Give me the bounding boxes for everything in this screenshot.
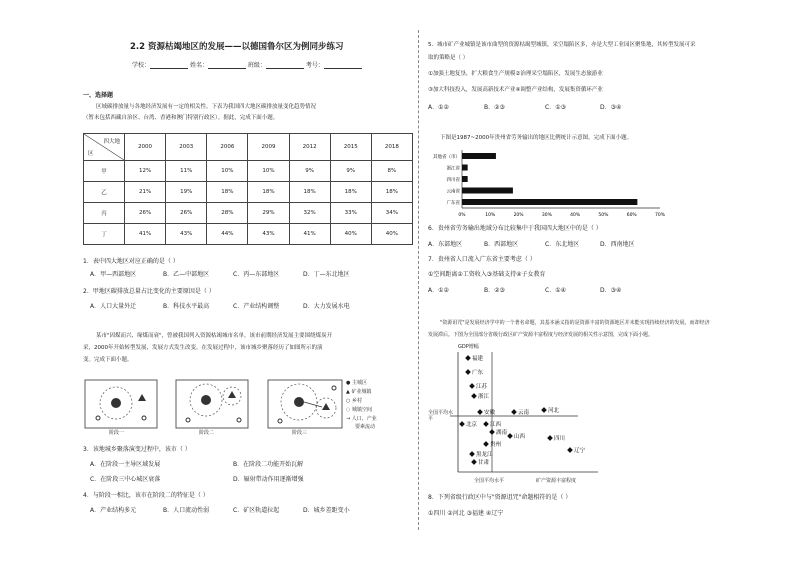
scatter-point: [483, 441, 489, 447]
emission-table: [83, 133, 413, 245]
settlement-diagram: [84, 378, 344, 444]
scatter-point-label: 黑龙江: [476, 452, 493, 458]
region-cell: 乙: [84, 182, 125, 203]
value-cell: 19%: [166, 182, 207, 203]
q4-option-c[interactable]: C．矿区轨道拉起: [233, 507, 280, 514]
q1-option-b[interactable]: B．乙—中部地区: [163, 271, 210, 278]
value-cell: 41%: [125, 224, 166, 245]
value-cell: 44%: [207, 224, 248, 245]
column-divider: [418, 30, 419, 530]
legend-flow: → 人口、产业: [346, 416, 377, 422]
stage-3-mining-town: [322, 403, 330, 410]
resource-curse-chart: [428, 344, 628, 496]
q6-option-a[interactable]: A．东部地区: [428, 241, 463, 248]
q5-option-a[interactable]: A．①②: [428, 104, 449, 111]
section-title: 一、选择题: [83, 92, 114, 99]
scatter-point-label: 福建: [472, 356, 484, 362]
intro-3-line2: 发展滞后。下图为全国部分省级行政区矿产资源丰富程度与经济发展的相关性示意图，完成下面小题。: [428, 332, 654, 338]
bar-category-label: 浙江省: [446, 166, 460, 172]
school-field[interactable]: [150, 61, 188, 69]
q3-stem: 3．该地城乡聚落演变过程中，该市（ ）: [83, 446, 191, 453]
legend-flow-2: 要素流动: [355, 424, 376, 430]
stage-3-village: [332, 386, 336, 390]
value-cell: 10%: [207, 161, 248, 182]
scatter-point-label: 浙江: [478, 394, 490, 400]
bar-mark: [462, 165, 468, 171]
q1-option-a[interactable]: A．甲—西部地区: [90, 271, 137, 278]
value-cell: 34%: [371, 203, 412, 224]
q1-stem: 1．表中四大地区对应正确的是（ ）: [83, 258, 179, 265]
bar-mark: [462, 188, 513, 194]
scatter-point: [547, 435, 553, 441]
scatter-point-label: 甘肃: [478, 460, 490, 466]
scatter-point-label: 江苏: [476, 384, 488, 390]
q4-option-d[interactable]: D．城乡差距变小: [303, 507, 350, 514]
value-cell: 18%: [371, 182, 412, 203]
q2-option-a[interactable]: A．人口大量外迁: [90, 303, 137, 310]
scatter-point: [459, 421, 465, 427]
legend-village: ○ 乡村: [346, 398, 362, 404]
year-header: 2009: [248, 134, 289, 161]
value-cell: 43%: [166, 224, 207, 245]
scatter-point-label: 云南: [518, 410, 530, 416]
q5-stem-line2: 取的策略是（ ）: [428, 55, 469, 61]
scatter-point: [567, 447, 573, 453]
q1-option-c[interactable]: C．丙—东部地区: [233, 271, 280, 278]
stage-3-main-city: [294, 397, 304, 407]
q7-stem: 7．贵州省人口流入广东省主要考虑（ ）: [428, 256, 536, 263]
year-header: 2012: [289, 134, 330, 161]
intro-2-line3: 变。完成下面小题。: [83, 357, 133, 363]
corner-bottom: 区: [88, 151, 94, 157]
stage-1-main-city: [111, 398, 121, 408]
corner-diagonal: [84, 134, 124, 160]
value-cell: 12%: [125, 161, 166, 182]
page-title: 2.2 资源枯竭地区的发展——以德国鲁尔区为例同步练习: [130, 42, 344, 52]
bar-x-tick-label: 20%: [513, 213, 524, 218]
bar-x-tick-label: 10%: [485, 213, 496, 218]
scatter-point: [465, 369, 471, 375]
table-corner: [84, 134, 125, 161]
value-cell: 9%: [330, 161, 371, 182]
bar-x-tick-label: 40%: [570, 213, 581, 218]
q5-option-c[interactable]: C．①③: [545, 104, 566, 111]
stage-2-village: [237, 418, 241, 422]
value-cell: 8%: [371, 161, 412, 182]
bar-category-label: 广东省: [446, 201, 460, 206]
q7-option-c[interactable]: C．①④: [545, 287, 566, 294]
labor-export-chart: [422, 148, 672, 224]
q2-option-c[interactable]: C．产业结构调整: [233, 303, 280, 310]
value-cell: 41%: [289, 224, 330, 245]
value-cell: 18%: [207, 182, 248, 203]
stage-2-main-city: [201, 395, 211, 405]
year-header: 2018: [371, 134, 412, 161]
scatter-point: [469, 451, 475, 457]
bar-mark: [462, 153, 496, 159]
q6-option-c[interactable]: C．东北地区: [545, 241, 580, 248]
value-cell: 40%: [330, 224, 371, 245]
value-cell: 18%: [330, 182, 371, 203]
bar-mark: [462, 176, 468, 182]
stage-1-village: [142, 416, 146, 420]
value-cell: 32%: [289, 203, 330, 224]
q2-option-b[interactable]: B．科技水平最高: [163, 303, 210, 310]
legend-main-city: ● 主城区: [346, 380, 367, 386]
table-row: [84, 224, 413, 245]
scatter-point-label: 贵州: [490, 442, 502, 448]
q5-stem-line1: 5．城市矿产业城镇是该市曲型的资源枯竭型城镇，采空塌陷区多，亦是大型工业园区聚集地，其转型发展可采: [428, 42, 696, 48]
stage-3-label: 阶段三: [292, 430, 308, 436]
value-cell: 40%: [371, 224, 412, 245]
intro-2-line1: 某市"因煤而兴、缘煤而衰"，曾被我国列入资源枯竭城市名单。该市前期经济发展主要围绕煤炭开: [96, 333, 333, 339]
q8-options: ①四川 ②河北 ③福建 ④辽宁: [428, 510, 504, 517]
q4-option-b[interactable]: B．人口流动性弱: [163, 507, 210, 514]
q6-option-b[interactable]: B．西部地区: [484, 241, 519, 248]
value-cell: 43%: [248, 224, 289, 245]
q3-option-a[interactable]: A．在阶段一主导区域发展: [90, 461, 161, 468]
stage-2-label: 阶段二: [199, 430, 215, 436]
value-cell: 11%: [166, 161, 207, 182]
scatter-point: [469, 383, 475, 389]
value-cell: 18%: [248, 182, 289, 203]
intro-1-line2: （暂未包括西藏自治区、台湾、香港和澳门特别行政区）。据此，完成下面小题。: [83, 115, 279, 121]
scatter-avg-y-label: 全国平均水平: [428, 410, 454, 422]
scatter-point: [471, 459, 477, 465]
scatter-point-label: 江西: [490, 422, 502, 428]
bar-x-tick-label: 60%: [626, 213, 637, 218]
q5-option-d[interactable]: D．③④: [600, 104, 622, 111]
corner-top: 四大地: [103, 139, 120, 145]
class-label: 班级：: [247, 61, 266, 69]
q7-option-a[interactable]: A．①②: [428, 287, 449, 294]
q4-option-a[interactable]: A．产业结构多元: [90, 507, 137, 514]
value-cell: 10%: [248, 161, 289, 182]
stage-1-frame: [85, 380, 157, 428]
scatter-point: [465, 355, 471, 361]
value-cell: 28%: [207, 203, 248, 224]
scatter-point: [483, 421, 489, 427]
q2-stem: 2．甲地区碳排放总量占比变化的主要原因是（ ）: [83, 288, 215, 295]
stage-3-frame: [268, 380, 342, 428]
q6-stem: 6．贵州省劳务输出地域分布比较集中于我国四大地区中的是（ ）: [428, 225, 602, 232]
stage-2-village: [186, 418, 190, 422]
year-header: 2000: [125, 134, 166, 161]
q1-option-d[interactable]: D．丁—东北地区: [303, 271, 350, 278]
year-header: 2006: [207, 134, 248, 161]
scatter-x-label: 矿产资源丰富程度: [536, 478, 577, 484]
stage-2-mining-town: [228, 391, 236, 398]
scatter-point-label: 湖南: [496, 430, 508, 436]
q3-option-c[interactable]: C．在阶段三中心城区衰落: [90, 476, 161, 483]
q6-option-d[interactable]: D．西南地区: [600, 241, 635, 248]
bar-category-label: 四川省: [446, 178, 460, 183]
intro-3-line1: "资源诅咒"是发展经济学中的一个著名命题，其基本涵义指的是资源丰富的资源地区并未能实现持续经济的发展，而却经济: [440, 320, 710, 326]
scatter-avg-x-label: 全国平均水平: [474, 478, 505, 484]
scatter-point: [489, 429, 495, 435]
value-cell: 26%: [166, 203, 207, 224]
q7-option-d[interactable]: D．③④: [600, 287, 622, 294]
scatter-point-label: 广东: [472, 370, 484, 376]
bar-category-label: 其他省（市）: [433, 155, 460, 160]
value-cell: 9%: [289, 161, 330, 182]
scatter-point-label: 安徽: [484, 410, 496, 416]
q7-options: ①空间距离②工资收入③基础支持④子女教育: [428, 271, 546, 278]
q4-stem: 4．与阶段一相比，该市在阶段二的特征是（ ）: [83, 492, 209, 499]
bar-mark: [462, 199, 637, 205]
resource-curse-scatter-svg: [428, 344, 628, 492]
scatter-point: [477, 409, 483, 415]
region-cell: 甲: [84, 161, 125, 182]
bar-x-tick-label: 30%: [541, 213, 552, 218]
exam-no-label: 考号：: [305, 61, 324, 69]
region-cell: 丁: [84, 224, 125, 245]
value-cell: 21%: [125, 182, 166, 203]
q2-option-d[interactable]: D．大力发展水电: [303, 303, 350, 310]
labor-export-bar-svg: [422, 148, 672, 220]
school-label: 学校：: [132, 61, 151, 69]
stage-3-flow: [304, 402, 322, 407]
q8-stem: 8．下列省级行政区中与"资源诅咒"命题相符的是（ ）: [428, 494, 572, 501]
year-header: 2003: [166, 134, 207, 161]
scatter-y-label: GDP增幅: [458, 344, 479, 350]
bar-x-tick-label: 70%: [654, 213, 666, 218]
scatter-point-label: 四川: [554, 436, 566, 442]
q5-options-line1: ①加强土地复垦，扩大粮食生产规模②治理采空塌陷区，发展生态旅游业: [428, 71, 603, 77]
q3-option-d[interactable]: D．辐射带动作用逐渐增强: [233, 476, 304, 483]
region-cell: 丙: [84, 203, 125, 224]
scatter-point-label: 辽宁: [574, 448, 586, 454]
bar-x-tick-label: 50%: [598, 213, 609, 218]
value-cell: 18%: [289, 182, 330, 203]
intro-2-line2: 采，2000年开始转型发展，发展方式发生改变。在发展过程中，该市城乡聚落经历了如图所示的演: [83, 345, 323, 351]
table-row: [84, 203, 413, 224]
q5-options-line2: ③加大科技投入，发展高新技术产业④调整产业结构，发展集资循环产业: [428, 87, 603, 93]
name-field[interactable]: [208, 61, 246, 69]
intro-1-line1: 区域碳排放量与各地经济发展有一定的相关性。下表为我国四大地区碳排放量变化趋势情况: [96, 104, 317, 110]
stage-1-village: [96, 416, 100, 420]
scatter-point-label: 北京: [466, 422, 478, 428]
q7-option-b[interactable]: B．②③: [484, 287, 505, 294]
table-header-row: [84, 134, 413, 161]
scatter-point-label: 河北: [548, 408, 560, 414]
table-row: [84, 182, 413, 203]
bar-x-tick-label: 0%: [458, 213, 466, 218]
value-cell: 33%: [330, 203, 371, 224]
info-line: [132, 61, 362, 69]
value-cell: 26%: [125, 203, 166, 224]
bar-chart-intro: 下图是1987~2000年贵州省劳务输出的地区比例统计示意图。完成下面小题。: [440, 135, 633, 141]
stage-3-village: [278, 419, 282, 423]
stage-1-label: 阶段一: [109, 430, 125, 436]
legend-town-space: ◌ 城镇空间: [346, 407, 372, 413]
stage-1-mining-town: [138, 394, 146, 401]
q5-option-b[interactable]: B．②③: [484, 104, 505, 111]
q3-option-b[interactable]: B．在阶段二功能开始瓦解: [233, 461, 304, 468]
bar-category-label: 云南省: [446, 189, 460, 195]
class-field[interactable]: [266, 61, 304, 69]
legend-mining-town: ▲ 矿业城镇: [346, 389, 372, 395]
scatter-point: [511, 409, 517, 415]
scatter-point-label: 山西: [514, 434, 526, 440]
year-header: 2015: [330, 134, 371, 161]
table-row: [84, 161, 413, 182]
scatter-point: [507, 433, 513, 439]
scatter-point: [471, 393, 477, 399]
scatter-point: [541, 407, 547, 413]
value-cell: 29%: [248, 203, 289, 224]
exam-no-field[interactable]: [324, 61, 362, 69]
name-label: 姓名：: [189, 61, 208, 69]
